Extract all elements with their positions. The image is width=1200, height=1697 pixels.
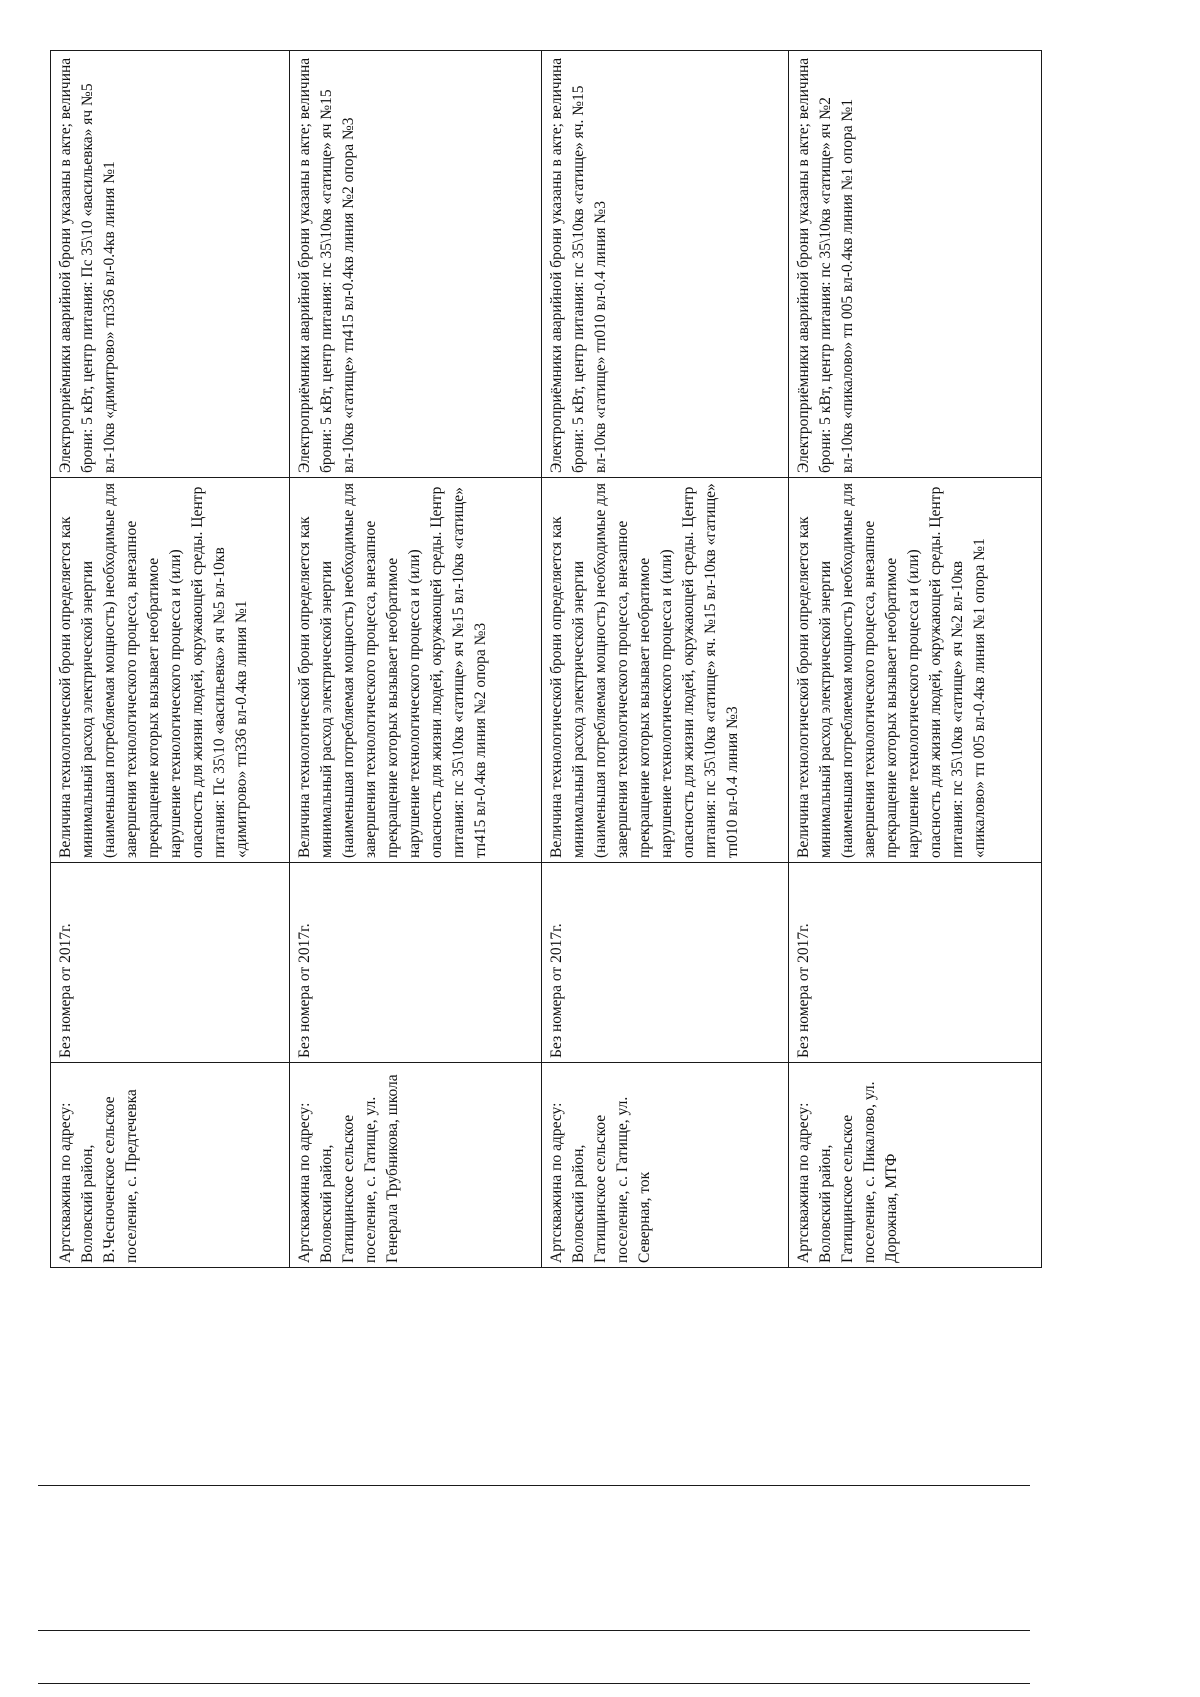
act-cell: Без номера от 2017г. [51, 863, 290, 1063]
object-cell: Артскважина по адресу: Воловский район, В.Чесноченское сельское поселение, с. Предтечевка [51, 1063, 290, 1268]
table-row [542, 51, 789, 1268]
object-cell: Артскважина по адресу: Воловский район, Гатищинское сельское поселение, с. Гатище, ул. Генерала Трубникова, школа [290, 1063, 542, 1268]
emergency-reserve-cell: Электроприёмники аварийной брони указаны в акте; величина брони: 5 кВт, центр питания: пс 35\10кв «гатище» яч №15 вл-10кв «гатище» тп415 вл-0.4кв линия №2 опора №3 [290, 51, 542, 478]
act-cell: Без номера от 2017г. [542, 863, 789, 1063]
signature-line [38, 1683, 1030, 1684]
table-row [290, 51, 542, 1268]
tech-reserve-cell: Величина технологической брони определяется как минимальный расход электрической энергии (наименьшая потребляемая мощность) необходимые для завершения технологического процесса, внезапное прекращение которых вызывает необратимое нарушение технологического процесса и (или) опасность для жизни людей, окружающей среды. Центр питания: пс 35\10кв «гатище» яч №15 вл-10кв «гатище» тп415 вл-0.4кв линия №2 опора №3 [290, 478, 542, 863]
tech-reserve-cell: Величина технологической брони определяется как минимальный расход электрической энергии (наименьшая потребляемая мощность) необходимые для завершения технологического процесса, внезапное прекращение которых вызывает необратимое нарушение технологического процесса и (или) опасность для жизни людей, окружающей среды. Центр питания: пс 35\10кв «гатище» яч. №15 вл-10кв «гатище» тп010 вл-0.4 линия №3 [542, 478, 789, 863]
table-row [51, 51, 290, 1268]
signature-line [38, 1630, 1030, 1631]
tech-reserve-cell: Величина технологической брони определяется как минимальный расход электрической энергии (наименьшая потребляемая мощность) необходимые для завершения технологического процесса, внезапное прекращение которых вызывает необратимое нарушение технологического процесса и (или) опасность для жизни людей, окружающей среды. Центр питания: Пс 35\10 «васильевка» яч №5 вл-10кв «димитрово» тп336 вл-0.4кв линия №1 [51, 478, 290, 863]
table-row [789, 51, 1042, 1268]
object-cell: Артскважина по адресу: Воловский район, Гатищинское сельское поселение, с. Гатище, ул. Северная, ток [542, 1063, 789, 1268]
act-cell: Без номера от 2017г. [290, 863, 542, 1063]
signature-line [38, 1485, 1030, 1486]
emergency-reserve-cell: Электроприёмники аварийной брони указаны в акте; величина брони: 5 кВт, центр питания: пс 35\10кв «гатище» яч. №15 вл-10кв «гатище» тп010 вл-0.4 линия №3 [542, 51, 789, 478]
tech-reserve-cell: Величина технологической брони определяется как минимальный расход электрической энергии (наименьшая потребляемая мощность) необходимые для завершения технологического процесса, внезапное прекращение которых вызывает необратимое нарушение технологического процесса и (или) опасность для жизни людей, окружающей среды. Центр питания: пс 35\10кв «гатище» яч №2 вл-10кв «пикалово» тп 005 вл-0.4кв линия №1 опора №1 [789, 478, 1042, 863]
act-cell: Без номера от 2017г. [789, 863, 1042, 1063]
emergency-reserve-cell: Электроприёмники аварийной брони указаны в акте; величина брони: 5 кВт, центр питания: пс 35\10кв «гатище» яч №2 вл-10кв «пикалово» тп 005 вл-0.4кв линия №1 опора №1 [789, 51, 1042, 478]
rotated-table-page [50, 51, 1013, 1268]
emergency-reserve-cell: Электроприёмники аварийной брони указаны в акте; величина брони: 5 кВт, центр питания: Пс 35\10 «васильевка» яч №5 вл-10кв «димитрово» тп336 вл-0.4кв линия №1 [51, 51, 290, 478]
object-cell: Артскважина по адресу: Воловский район, Гатищинское сельское поселение, с. Пикалово, ул. Дорожная, МТФ [789, 1063, 1042, 1268]
reserve-table [50, 50, 1042, 1268]
